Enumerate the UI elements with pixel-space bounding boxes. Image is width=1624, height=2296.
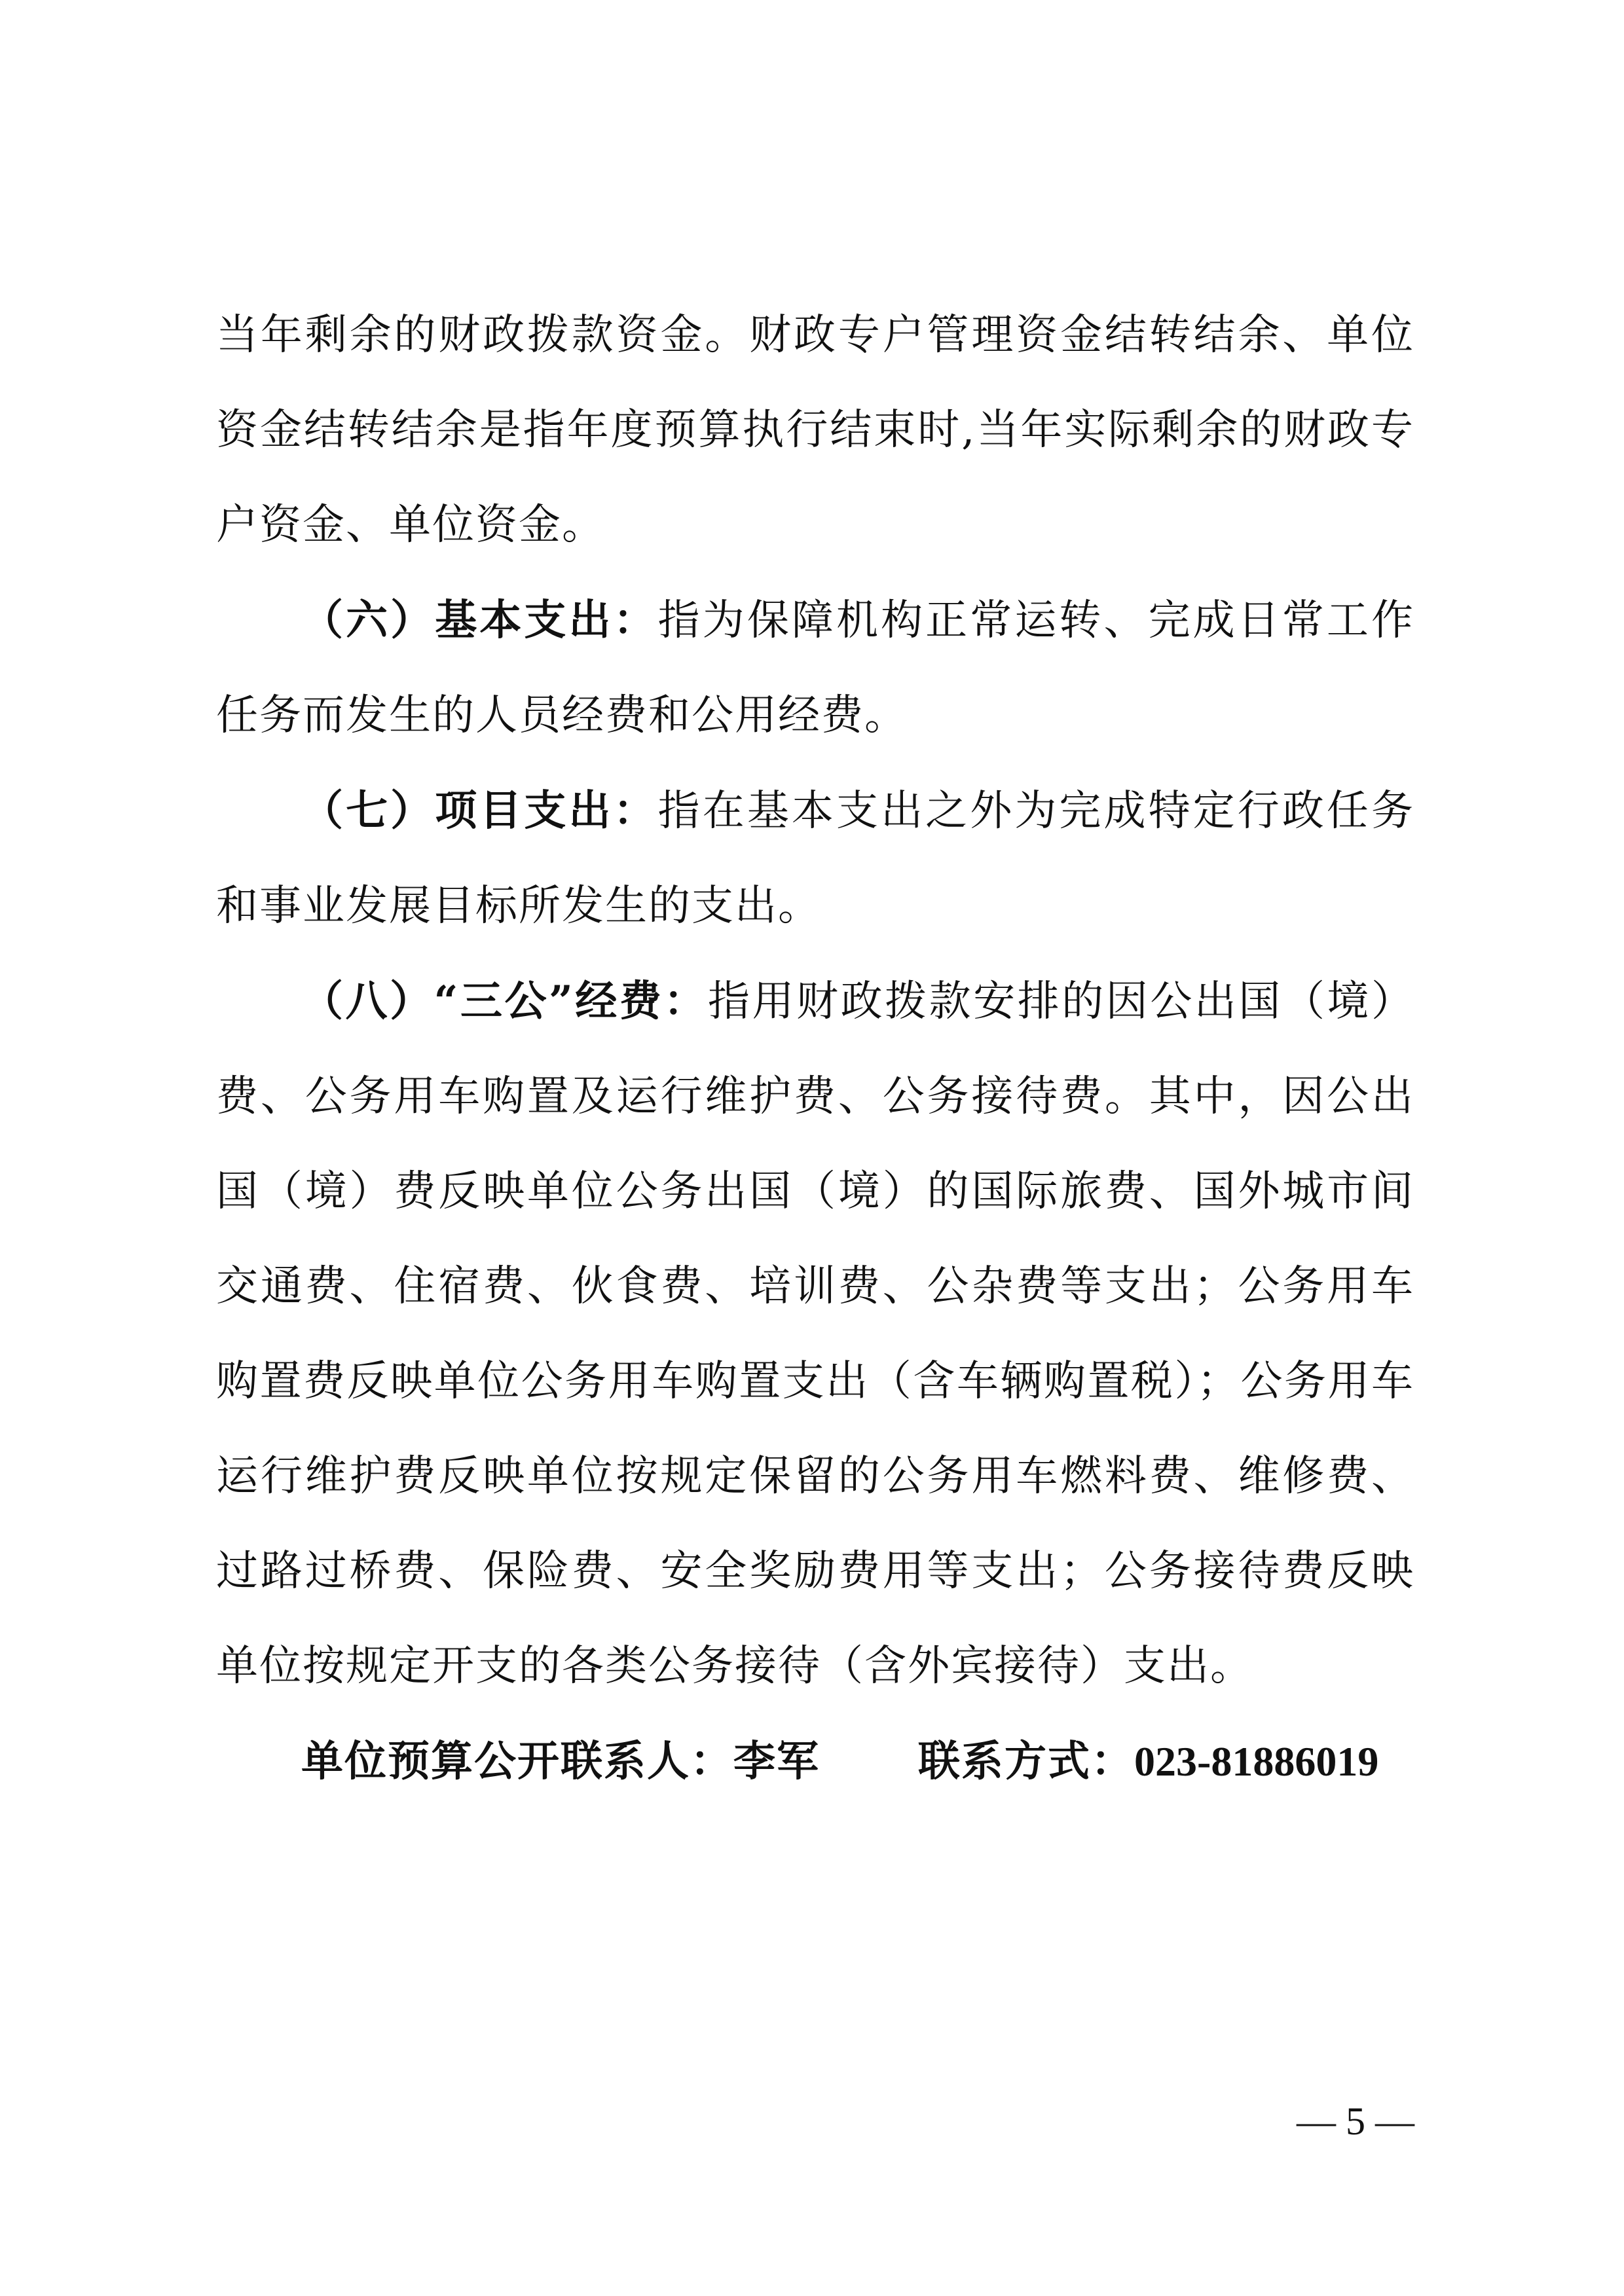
page-number: — 5 — <box>1297 2100 1414 2143</box>
paragraph-text: 指在基本支出之外为完成特定行政任务和事业发展目标所发生的支出。 <box>216 787 1415 930</box>
term-label: （六）基本支出： <box>301 596 658 645</box>
paragraph-continuation <box>216 288 1414 573</box>
paragraph-three-public-expenses <box>216 954 1414 1714</box>
paragraph-text: 指用财政拨款安排的因公出国（境）费、公务用车购置及运行维护费、公务接待费。其中，因公出国（境）费反映单位公务出国（境）的国际旅费、国外城市间交通费、住宿费、伙食费、培训费、公杂费等支出；公务用车购置费反映单位公务用车购置支出（含车辆购置税）；公务用车运行维护费反映单位按规定保留的公务用车燃料费、维修费、过路过桥费、保险费、安全奖励费用等支出；公务接待费反映单位按规定开支的各类公务接待（含外宾接待）支出。 <box>216 977 1415 1690</box>
contact-line <box>216 1714 1414 1810</box>
term-label: （七）项目支出： <box>301 786 658 835</box>
contact-phone-label: 联系方式： <box>918 1737 1134 1786</box>
paragraph-basic-expenditure <box>216 573 1414 763</box>
paragraph-text: 指为保障机构正常运转、完成日常工作任务而发生的人员经费和公用经费。 <box>216 596 1415 740</box>
paragraph-text: 当年剩余的财政拨款资金。财政专户管理资金结转结余、单位资金结转结余是指年度预算执行结束时,当年实际剩余的财政专户资金、单位资金。 <box>216 311 1414 549</box>
contact-person-label: 单位预算公开联系人： <box>301 1737 733 1786</box>
contact-phone-number: 023-81886019 <box>1134 1738 1379 1785</box>
contact-person-name: 李军 <box>733 1737 820 1786</box>
paragraph-project-expenditure <box>216 763 1414 954</box>
term-label: （八）“三公”经费： <box>301 977 708 1026</box>
document-body <box>216 288 1414 1810</box>
